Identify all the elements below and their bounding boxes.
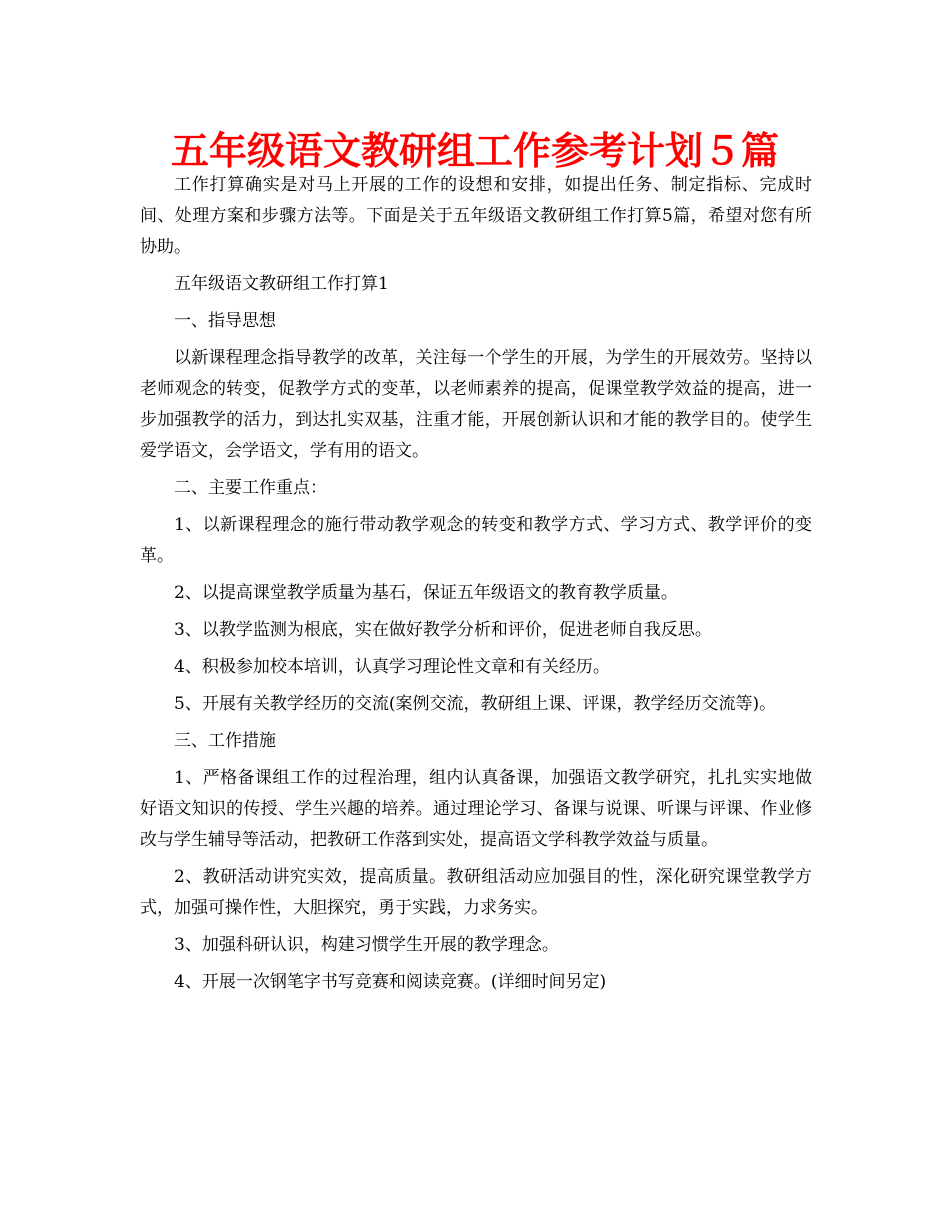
list-item: 3、以教学监测为根底，实在做好教学分析和评价，促进老师自我反思。 xyxy=(174,620,712,640)
section-heading-measures: 三、工作措施 xyxy=(174,731,276,751)
plan-heading: 五年级语文教研组工作打算1 xyxy=(174,274,389,294)
list-item: 1、以新课程理念的施行带动教学观念的转变和教学方式、学习方式、教学评价的变革。 xyxy=(140,515,812,566)
list-item: 4、积极参加校本培训，认真学习理论性文章和有关经历。 xyxy=(174,657,610,677)
list-item: 5、开展有关教学经历的交流(案例交流，教研组上课、评课，教学经历交流等)。 xyxy=(174,694,777,714)
document-body xyxy=(140,170,812,1004)
list-item: 1、严格备课组工作的过程治理，组内认真备课，加强语文教学研究，扎扎实实地做好语文知识的传授、学生兴趣的培养。通过理论学习、备课与说课、听课与评课、作业修改与学生辅导等活动，把教研工作落到实处，提高语文学科教学效益与质量。 xyxy=(140,768,812,850)
document-title: 五年级语文教研组工作参考计划５篇 xyxy=(170,129,779,173)
body-paragraph: 以新课程理念指导教学的改革，关注每一个学生的开展，为学生的开展效劳。坚持以老师观念的转变，促教学方式的变革，以老师素养的提高，促课堂教学效益的提高，进一步加强教学的活力，到达扎实双基，注重才能，开展创新认识和才能的教学目的。使学生爱学语文，会学语文，学有用的语文。 xyxy=(140,348,812,461)
list-item: 4、开展一次钢笔字书写竞赛和阅读竞赛。(详细时间另定) xyxy=(174,972,607,992)
section-heading-key-work: 二、主要工作重点： xyxy=(174,478,327,498)
section-heading-guiding-idea: 一、指导思想 xyxy=(174,311,276,331)
list-item: 2、教研活动讲究实效，提高质量。教研组活动应加强目的性，深化研究课堂教学方式，加强可操作性，大胆探究，勇于实践，力求务实。 xyxy=(140,867,812,918)
list-item: 2、以提高课堂教学质量为基石，保证五年级语文的教育教学质量。 xyxy=(174,583,678,603)
list-item: 3、加强科研认识，构建习惯学生开展的教学理念。 xyxy=(174,935,559,955)
intro-paragraph: 工作打算确实是对马上开展的工作的设想和安排，如提出任务、制定指标、完成时间、处理方案和步骤方法等。下面是关于五年级语文教研组工作打算5篇，希望对您有所协助。 xyxy=(140,175,812,257)
